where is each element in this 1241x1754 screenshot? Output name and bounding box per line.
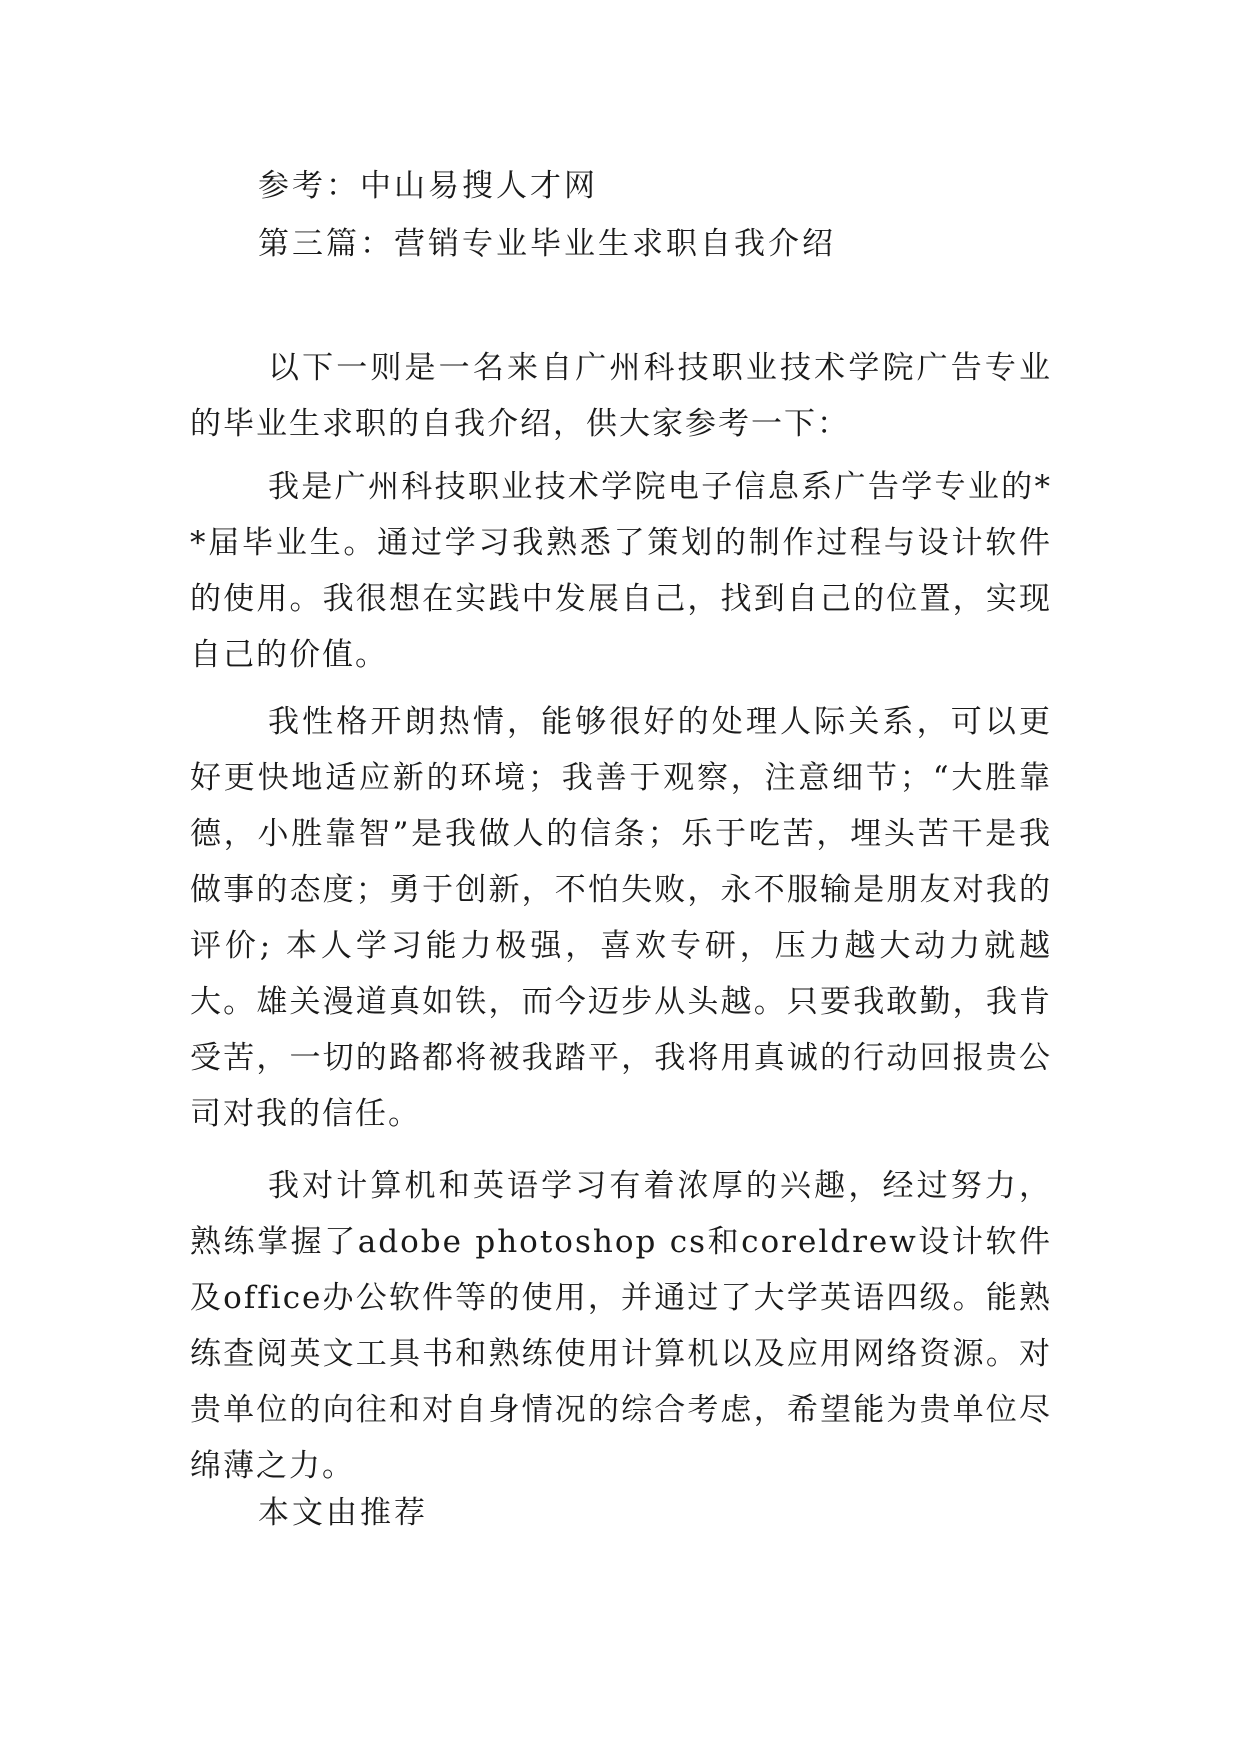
paragraph-background: 我是广州科技职业技术学院电子信息系广告学专业的**届毕业生。通过学习我熟悉了策划的制作过程与设计软件的使用。我很想在实践中发展自己，找到自己的位置，实现自己的价值。 (190, 469, 1052, 673)
paragraph-intro: 以下一则是一名来自广州科技职业技术学院广告专业的毕业生求职的自我介绍，供大家参考一下： (190, 350, 1052, 442)
paragraph-skills: 我对计算机和英语学习有着浓厚的兴趣，经过努力，熟练掌握了adobe photoshop cs和coreldrew设计软件及office办公软件等的使用，并通过了大学英语四级。能熟练查阅英文工具书和熟练使用计算机以及应用网络资源。对贵单位的向往和对自身情况的综合考虑，希望能为贵单位尽绵薄之力。 (190, 1168, 1052, 1484)
reference-line: 参考：中山易搜人才网 (258, 168, 598, 204)
section-title: 第三篇：营销专业毕业生求职自我介绍 (258, 226, 836, 262)
closing-line: 本文由推荐 (258, 1495, 428, 1531)
paragraph-personality: 我性格开朗热情，能够很好的处理人际关系，可以更好更快地适应新的环境；我善于观察，注意细节；“大胜靠德，小胜靠智”是我做人的信条；乐于吃苦，埋头苦干是我做事的态度；勇于创新，不怕失败，永不服输是朋友对我的评价; 本人学习能力极强，喜欢专研，压力越大动力就越大。雄关漫道真如铁，而今迈步从头越。只要我敢勤，我肯受苦，一切的路都将被我踏平，我将用真诚的行动回报贵公司对我的信任。 (190, 704, 1052, 1132)
